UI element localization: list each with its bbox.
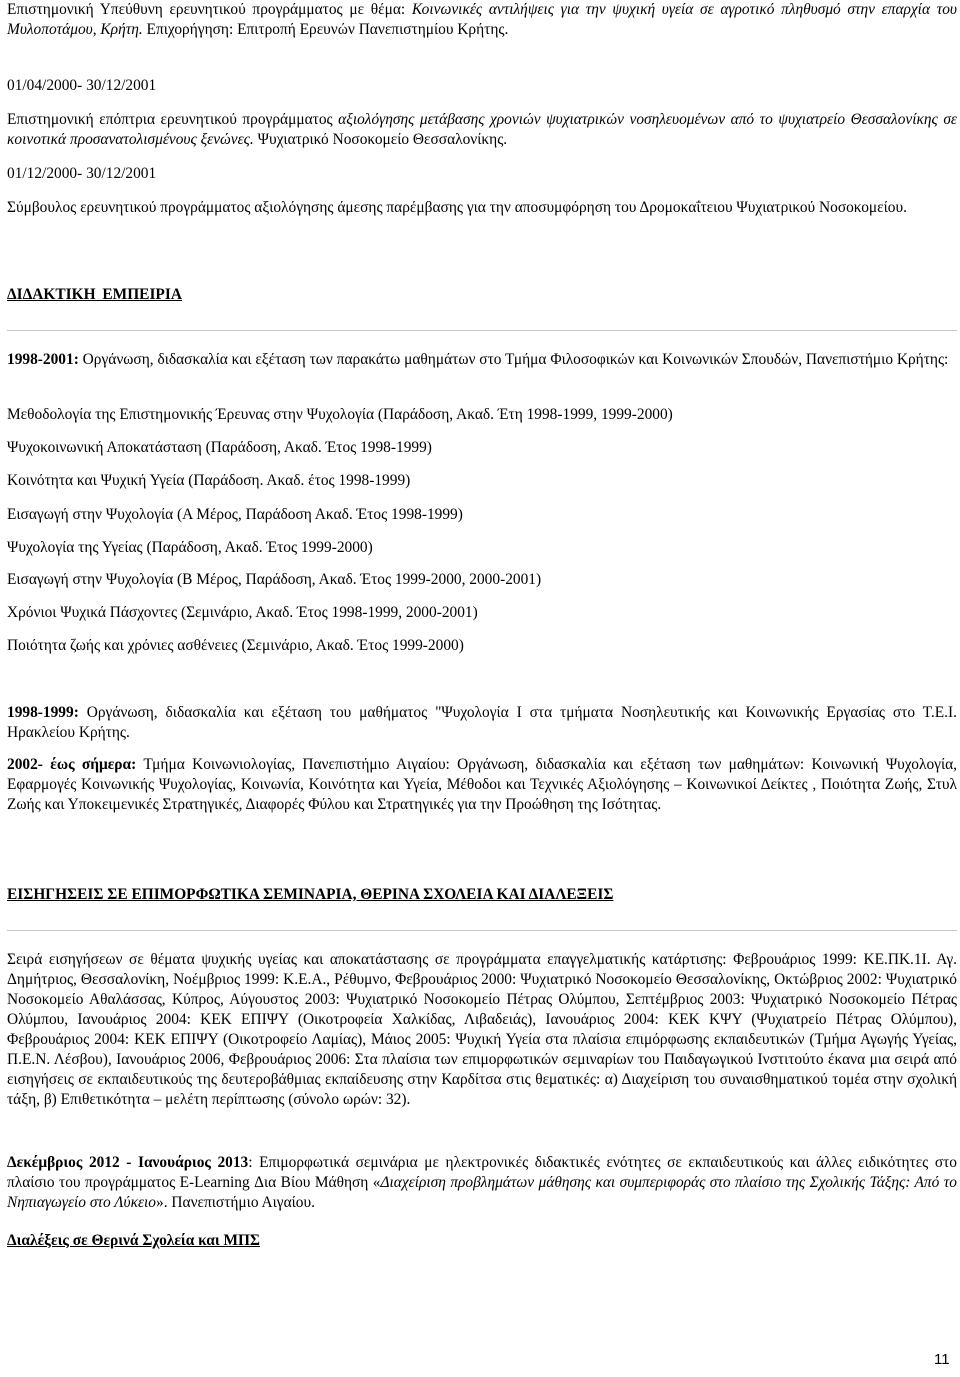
seminars-heading: ΕΙΣΗΓΗΣΕΙΣ ΣΕ ΕΠΙΜΟΡΦΩΤΙΚΑ ΣΕΜΙΝΑΡΙΑ, ΘΕΡΙΝΑ ΣΧΟΛΕΙΑ ΚΑΙ ΔΙΑΛΕΞΕΙΣ xyxy=(7,886,614,903)
course-item: Ποιότητα ζωής και χρόνιες ασθένειες (Σεμινάριο, Ακαδ. Έτος 1999-2000) xyxy=(7,637,464,654)
period-label: 1998-2001: xyxy=(7,351,79,368)
teaching-heading-wrap xyxy=(7,285,957,331)
course-item: Κοινότητα και Ψυχική Υγεία (Παράδοση. Ακαδ. έτος 1998-1999) xyxy=(7,472,411,489)
course-item: Ψυχολογία της Υγείας (Παράδοση, Ακαδ. Έτος 1999-2000) xyxy=(7,539,373,556)
project-date-2000-2001-b: 01/12/2000- 30/12/2001 xyxy=(7,165,157,182)
seminars-heading-wrap xyxy=(7,885,957,931)
period-label: Δεκέμβριος 2012 - Ιανουάριος 2013 xyxy=(7,1154,249,1171)
seminars-paragraph: Σειρά εισηγήσεων σε θέματα ψυχικής υγείας και αποκατάστασης σε προγράμματα επαγγελματικής κατάρτισης: Φεβρουάριος 1999: ΚΕ.ΠΚ.1Ι. Αγ. Δημήτριος, Θεσσαλονίκη, Νοέμβριος 1999: Κ.Ε.Α., Ρέθυμνο, Φεβρουάριος 2000: Ψυχιατρικό Νοσοκομείο Θεσσαλονίκης, Οκτώβριος 2002: Ψυχιατρικό Νοσοκομείο Αθαλάσσας, Κύπρος, Αύγουστος 2003: Ψυχιατρικό Νοσοκομείο Πέτρας Ολύμπου, Σεπτέμβριος 2003: Ψυχιατρικό Νοσοκομείο Πέτρας Ολύμπου, Ιανουάριος 2004: ΚΕΚ ΕΠΙΨΥ (Οικοτροφεία Χαλκίδας, Λιβαδειάς), Ιανουάριος 2004: ΚΕΚ ΚΨΥ (Ψυχιατρείο Πέτρας Ολύμπου), Φεβρουάριος 2004: ΚΕΚ ΕΠΙΨΥ (Οικοτροφείο Λαμίας), Μάιος 2005: Ψυχική Υγεία στα πλαίσια επιμόρφωσης εκπαιδευτικών (Τμήμα Αγωγής Υγείας, Π.Ε.Ν. Λέσβου), Ιανουάριος 2006, Φεβρουάριος 2006: Στα πλαίσια των επιμορφωτικών σεμιναρίων του Παιδαγωγικού Ινστιτούτο έκανα μια σειρά από εισηγήσεις σε εκπαιδευτικούς της δευτεροβάθμιας εκπαίδευσης στην Καρδίτσα στις θεματικές: α) Διαχείριση του συναισθηματικού τομέα στην σχολική τάξη, β) Επιθετικότητα – μελέτη περίπτωσης (σύνολο ωρών: 32). xyxy=(7,951,957,1108)
course-item: Μεθοδολογία της Επιστημονικής Έρευνας στην Ψυχολογία (Παράδοση, Ακαδ. Έτη 1998-1999, 1999-2000) xyxy=(7,406,673,423)
teaching-2002-present: 2002- έως σήμερα: Τμήμα Κοινωνιολογίας, Πανεπιστήμιο Αιγαίου: Οργάνωση, διδασκαλία και εξέταση των μαθημάτων: Κοινωνική Ψυχολογία, Εφαρμογές Κοινωνικής Ψυχολογίας, Κοινωνία, Κοινότητα και Υγεία, Μέθοδοι και Τεχνικές Αξιολόγησης – Κοινωνικοί Δείκτες , Ποιότητα Ζωής, Στυλ Ζωής και Υποκειμενικές Στρατηγικές, Διαφορές Φύλου και Στρατηγικές για την Προώθηση της Ισότητας. xyxy=(7,756,957,813)
seminars-dec-2012: Δεκέμβριος 2012 - Ιανουάριος 2013: Επιμορφωτικά σεμινάρια με ηλεκτρονικές διδακτικές ενότητες σε εκπαιδευτικούς και άλλες ειδικότητες στο πλαίσιο του προγράμματος E-Learning Δια Βίου Μάθηση «Διαχείριση προβλημάτων μάθησης και συμπεριφοράς στο πλαίσιο της Σχολικής Τάξης: Από το Νηπιαγωγείο στο Λύκειο». Πανεπιστήμιο Αιγαίου. xyxy=(7,1154,957,1211)
project-funding-paragraph: Επιστημονική Υπεύθυνη ερευνητικού προγράμματος με θέμα: Κοινωνικές αντιλήψεις για την ψυχική υγεία σε αγροτικό πληθυσμό στην επαρχία του Μυλοποτάμου, Κρήτη. Επιχορήγηση: Επιτροπή Ερευνών Πανεπιστημίου Κρήτης. xyxy=(7,1,957,38)
summer-schools-heading: Διαλέξεις σε Θερινά Σχολεία και ΜΠΣ xyxy=(7,1232,260,1249)
course-item: Χρόνιοι Ψυχικά Πάσχοντες (Σεμινάριο, Ακαδ. Έτος 1998-1999, 2000-2001) xyxy=(7,604,478,621)
period-label: 2002- έως σήμερα: xyxy=(7,756,137,773)
page-number: 11 xyxy=(934,1351,950,1368)
course-item: Ψυχοκοινωνική Αποκατάσταση (Παράδοση, Ακαδ. Έτος 1998-1999) xyxy=(7,439,432,456)
teaching-heading: ΔΙΔΑΚΤΙΚΗ ΕΜΠΕΙΡΙΑ xyxy=(7,286,182,303)
teaching-1998-2001: 1998-2001: Οργάνωση, διδασκαλία και εξέταση των παρακάτω μαθημάτων στο Τμήμα Φιλοσοφικών και Κοινωνικών Σπουδών, Πανεπιστήμιο Κρήτης: xyxy=(7,351,949,368)
teaching-1998-1999: 1998-1999: Οργάνωση, διδασκαλία και εξέταση του μαθήματος "Ψυχολογία Ι στα τμήματα Νοσηλευτικής και Κοινωνικής Εργασίας στο Τ.Ε.Ι. Ηρακλείου Κρήτης. xyxy=(7,704,957,741)
course-item: Εισαγωγή στην Ψυχολογία (Α Μέρος, Παράδοση Ακαδ. Έτος 1998-1999) xyxy=(7,506,463,523)
project-date-2000-2001: 01/04/2000- 30/12/2001 xyxy=(7,77,157,94)
period-label: 1998-1999: xyxy=(7,704,79,721)
project-consultant-paragraph: Σύμβουλος ερευνητικού προγράμματος αξιολόγησης άμεσης παρέμβασης για την αποσυμφόρηση του Δρομοκαΐτειου Ψυχιατρικού Νοσοκομείου. xyxy=(7,199,907,216)
course-item: Εισαγωγή στην Ψυχολογία (Β Μέρος, Παράδοση, Ακαδ. Έτος 1999-2000, 2000-2001) xyxy=(7,571,542,588)
project-evaluation-paragraph: Επιστημονική επόπτρια ερευνητικού προγράμματος αξιολόγησης μετάβασης χρονιών ψυχιατρικών νοσηλευομένων από το ψυχιατρείο Θεσσαλονίκης σε κοινοτικά προσανατολισμένους ξενώνες. Ψυχιατρικό Νοσοκομείο Θεσσαλονίκης. xyxy=(7,111,957,148)
